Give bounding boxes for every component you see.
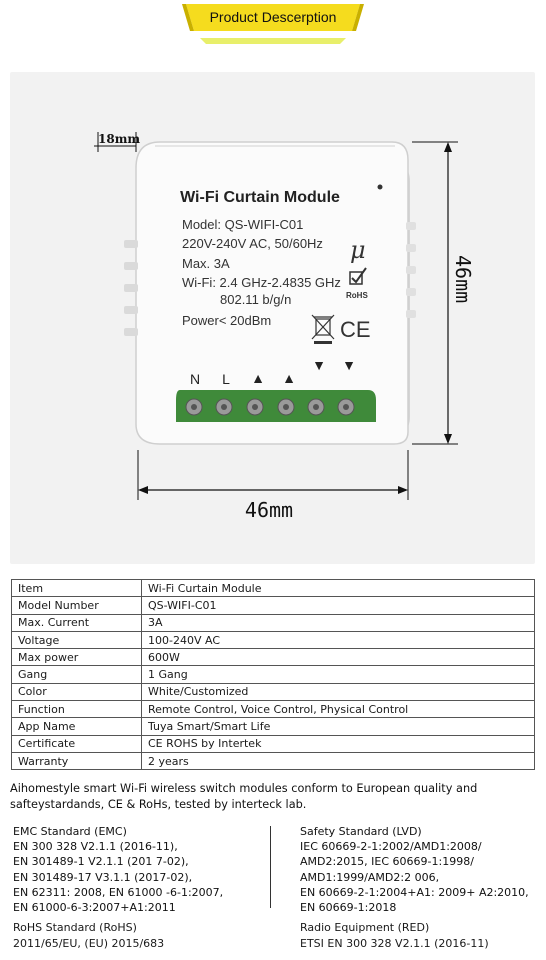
terminal-label-l: L xyxy=(222,371,230,387)
spec-table xyxy=(11,579,535,770)
spec-value: White/Customized xyxy=(142,683,535,700)
emc-heading: EMC Standard (EMC) xyxy=(13,825,127,838)
table-row xyxy=(12,683,535,700)
summary-line: Aihomestyle smart Wi-Fi wireless switch modules conform to European quality and xyxy=(10,782,478,795)
spec-value: 100-240V AC xyxy=(142,631,535,648)
lvd-line: EN 60669-1:2018 xyxy=(300,901,397,915)
spec-value: Remote Control, Voice Control, Physical Control xyxy=(142,701,535,718)
table-row xyxy=(12,631,535,648)
spec-value: 1 Gang xyxy=(142,666,535,683)
spec-value: 600W xyxy=(142,649,535,666)
spec-key: Max power xyxy=(12,649,142,666)
emc-standard-block xyxy=(13,824,263,915)
label-model: Model: QS-WIFI-C01 xyxy=(182,217,304,232)
spec-key: Gang xyxy=(12,666,142,683)
label-voltage: 220V-240V AC, 50/60Hz xyxy=(182,236,323,251)
red-standard-block xyxy=(300,920,489,951)
label-power: Power< 20dBm xyxy=(182,313,272,328)
spec-value: 3A xyxy=(142,614,535,631)
emc-line: EN 300 328 V2.1.1 (2016-11), xyxy=(13,840,178,854)
spec-key: App Name xyxy=(12,718,142,735)
spec-value: QS-WIFI-C01 xyxy=(142,597,535,614)
lvd-heading: Safety Standard (LVD) xyxy=(300,825,422,838)
table-row xyxy=(12,735,535,752)
lvd-line: IEC 60669-2-1:2002/AMD1:2008/ xyxy=(300,840,482,854)
rohs-value: 2011/65/EU, (EU) 2015/683 xyxy=(13,936,165,950)
red-heading: Radio Equipment (RED) xyxy=(300,921,430,934)
spec-key: Color xyxy=(12,683,142,700)
emc-line: EN 61000-6-3:2007+A1:2011 xyxy=(13,901,176,915)
emc-line: EN 301489-17 V3.1.1 (2017-02), xyxy=(13,870,193,884)
spec-value: 2 years xyxy=(142,752,535,769)
label-wifi: Wi-Fi: 2.4 GHz-2.4835 GHz xyxy=(182,275,341,290)
ul-mark: μ xyxy=(350,236,366,264)
lvd-standard-block xyxy=(300,824,540,915)
table-row xyxy=(12,752,535,769)
product-photo-panel xyxy=(10,72,535,564)
spec-key: Voltage xyxy=(12,631,142,648)
table-row xyxy=(12,614,535,631)
lvd-line: EN 60669-2-1:2004+A1: 2009+ A2:2010, xyxy=(300,885,529,899)
spec-key: Certificate xyxy=(12,735,142,752)
lvd-line: AMD1:1999/AMD2:2 006, xyxy=(300,870,440,884)
ce-mark: CE xyxy=(340,317,371,342)
label-title: Wi-Fi Curtain Module xyxy=(180,189,340,206)
table-row xyxy=(12,649,535,666)
label-standard: 802.11 b/g/n xyxy=(220,292,292,307)
dim-depth-label: 18mm xyxy=(98,132,141,146)
label-current: Max. 3A xyxy=(182,256,230,271)
svg-text:RoHS: RoHS xyxy=(346,291,368,300)
spec-key: Warranty xyxy=(12,752,142,769)
spec-key: Model Number xyxy=(12,597,142,614)
rohs-heading: RoHS Standard (RoHS) xyxy=(13,921,137,934)
table-row xyxy=(12,718,535,735)
red-value: ETSI EN 300 328 V2.1.1 (2016-11) xyxy=(300,936,489,950)
terminal-label-up1: ▲ xyxy=(251,370,265,386)
curtain-module-illustration xyxy=(10,72,535,564)
table-row xyxy=(12,666,535,683)
column-divider xyxy=(270,826,271,908)
table-row xyxy=(12,597,535,614)
section-title: Product Descerption xyxy=(209,9,337,25)
spec-key: Max. Current xyxy=(12,614,142,631)
table-row xyxy=(12,701,535,718)
dim-height-label: 46mm xyxy=(451,255,475,304)
terminal-label-down2: ▼ xyxy=(342,357,356,373)
lvd-line: AMD2:2015, IEC 60669-1:1998/ xyxy=(300,855,474,869)
spec-value: CE ROHS by Intertek xyxy=(142,735,535,752)
header-ribbon xyxy=(0,0,546,45)
emc-line: EN 301489-1 V2.1.1 (201 7-02), xyxy=(13,855,189,869)
rohs-standard-block xyxy=(13,920,164,951)
dim-width-label: 46mm xyxy=(244,498,294,522)
terminal-label-n: N xyxy=(189,371,201,387)
spec-key: Function xyxy=(12,701,142,718)
compliance-summary xyxy=(10,781,536,813)
table-row xyxy=(12,580,535,597)
spec-value: Tuya Smart/Smart Life xyxy=(142,718,535,735)
terminal-label-up2: ▲ xyxy=(282,370,296,386)
spec-value: Wi-Fi Curtain Module xyxy=(142,580,535,597)
spec-key: Item xyxy=(12,580,142,597)
summary-line: safteystardands, CE & RoHs, tested by interteck lab. xyxy=(10,798,307,811)
status-led-dot xyxy=(378,185,383,190)
terminal-label-down1: ▼ xyxy=(312,357,326,373)
emc-line: EN 62311: 2008, EN 61000 -6-1:2007, xyxy=(13,885,224,899)
